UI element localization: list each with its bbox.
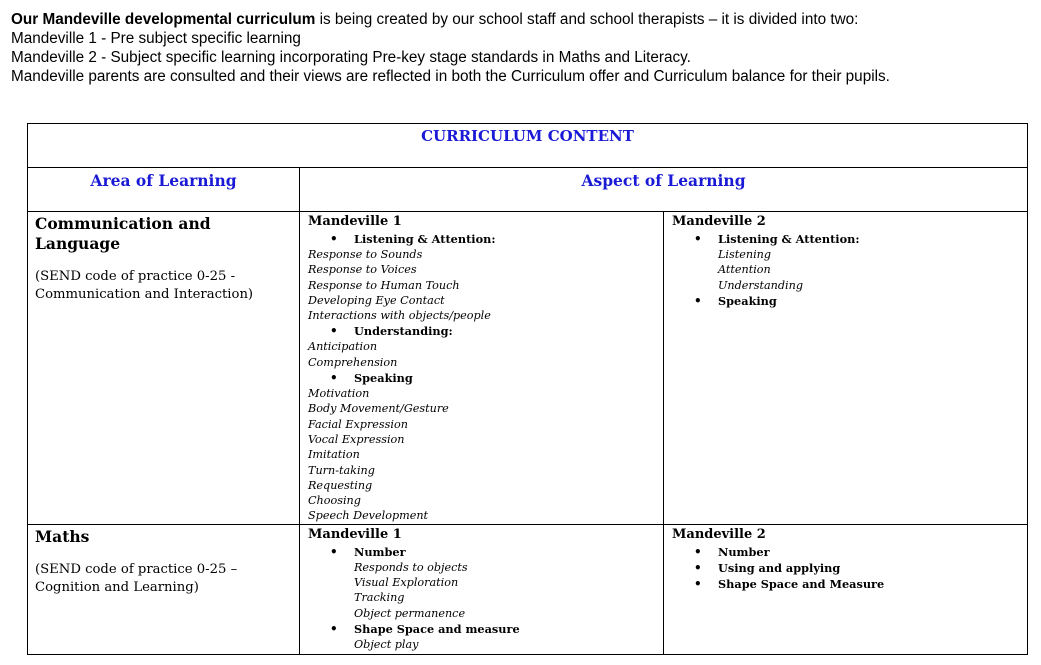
bullet-heading: • Speaking [308,370,657,386]
header-aspect-of-learning: Aspect of Learning [581,171,746,190]
list-item: Responds to objects [354,560,468,574]
list-item: Requesting [308,478,373,492]
list-item: Vocal Expression [308,432,405,446]
list-item: Attention [718,263,771,277]
mandeville-1-cell [300,212,664,525]
intro-line-3: Mandeville 2 - Subject specific learning incorporating Pre-key stage standards in Maths and Literacy. [11,49,691,66]
area-subtitle: (SEND code of practice 0-25 – Cognition and Learning) [35,561,238,595]
area-title: Communication and Language [35,214,211,253]
list-item: Response to Human Touch [308,278,460,292]
list-item: Interactions with objects/people [308,309,491,323]
list-item: Turn-taking [308,463,375,477]
table-title: CURRICULUM CONTENT [421,127,634,145]
list-item: Object permanence [354,606,466,620]
intro-line-2: Mandeville 1 - Pre subject specific learning [11,30,301,47]
table-title-cell [28,124,1028,168]
intro-bold-lead: Our Mandeville developmental curriculum [11,11,316,28]
aspect-heading: Mandeville 2 [672,526,766,542]
bullet-heading: • Shape Space and measure [308,621,657,637]
list-item: Choosing [308,494,361,508]
aspect-heading: Mandeville 1 [308,526,402,542]
list-item: Developing Eye Contact [308,293,445,307]
list-item: Visual Exploration [354,576,459,590]
list-item: Listening [718,248,772,261]
mandeville-2-cell [664,212,1028,525]
bullet-heading: • Listening & Attention: [308,231,657,247]
list-item: Understanding [718,278,803,292]
table-row [28,524,1028,654]
list-item: Anticipation [308,340,378,354]
curriculum-table [27,123,1028,655]
intro-line-1-rest: is being created by our school staff and school therapists – it is divided into two: [315,11,859,28]
aspect-heading: Mandeville 1 [308,214,402,229]
intro-text [11,10,890,86]
list-item: Comprehension [308,355,398,369]
bullet-heading: • Using and applying [672,560,1021,576]
aspect-heading: Mandeville 2 [672,214,766,229]
bullet-heading: • Listening & Attention: [672,231,1021,247]
list-item: Imitation [308,448,360,462]
area-subtitle: (SEND code of practice 0-25 - Communication and Interaction) [35,269,254,302]
list-item: Speech Development [308,509,429,523]
list-item: Motivation [308,387,370,401]
bullet-heading: • Shape Space and Measure [672,576,1021,592]
list-item: Object play [354,637,419,651]
header-aspect-cell [300,168,1028,212]
header-area-cell [28,168,300,212]
intro-line-1 [11,10,890,29]
list-item: Body Movement/Gesture [308,402,449,416]
list-item: Facial Expression [308,417,408,431]
table-row [28,212,1028,525]
bullet-heading: • Number [308,544,657,560]
bullet-heading: • Speaking [672,293,1021,309]
mandeville-2-cell [664,524,1028,654]
bullet-heading: • Understanding: [308,323,657,339]
list-item: Tracking [354,591,405,605]
list-item: Response to Sounds [308,248,423,261]
bullet-heading: • Number [672,544,1021,560]
intro-line-4: Mandeville parents are consulted and their views are reflected in both the Curriculum offer and Curriculum balance for their pupils. [11,68,890,85]
list-item: Response to Voices [308,263,417,277]
header-area-of-learning: Area of Learning [90,171,237,190]
area-title: Maths [35,526,90,546]
area-cell [28,212,300,525]
mandeville-1-cell [300,524,664,654]
area-cell [28,524,300,654]
